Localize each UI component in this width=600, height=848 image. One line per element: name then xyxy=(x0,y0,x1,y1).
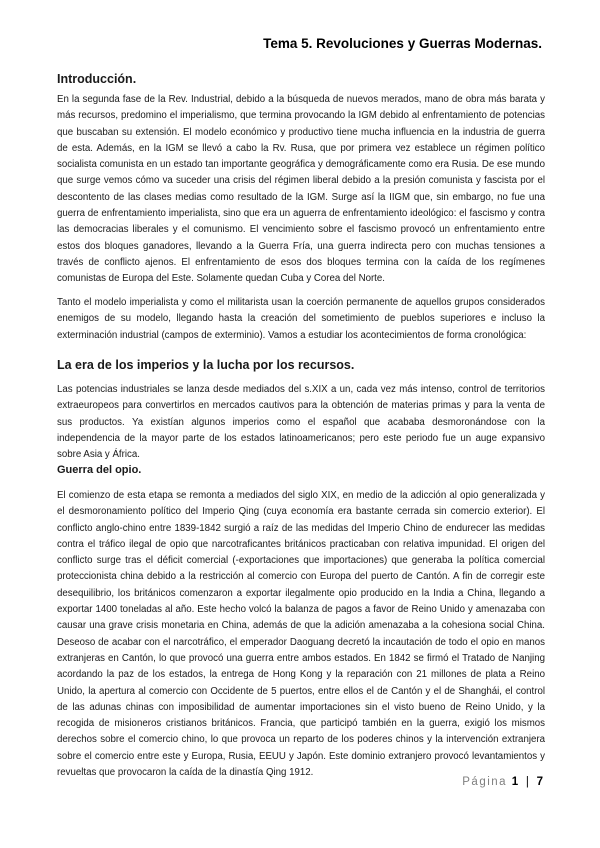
era-heading: La era de los imperios y la lucha por los recursos. xyxy=(57,358,355,372)
page-number: 1 xyxy=(511,776,519,788)
intro-heading: Introducción. xyxy=(57,72,137,86)
intro-paragraph-2: Tanto el modelo imperialista y como el militarista usan la coerción permanente de aquellos grupos considerados enemigos de su modelo, llegando hasta la creación del sometimiento de pueblos superiores e incluso la exterminación industrial (campos de exterminio). Vamos a estudiar los acontecimientos de forma cronológica: xyxy=(57,297,545,341)
intro-paragraph-1: En la segunda fase de la Rev. Industrial, debido a la búsqueda de nuevos merados, mano de obra más barata y más recursos, predomino el imperialismo, que termina provocando la IGM debido al enfrentamiento de potencias que buscaban su extensión. El modelo económico y productivo tiene mucha influencia en la industria de guerra de esta. Además, en la IGM se llevó a cabo la Rv. Rusa, que por primera vez establece un régimen político socialista comunista en un estado tan importante geográfica y demográficamente como era Rusia. De ese mundo que surge vemos cómo va suceder una crisis del régimen liberal debido a la presión comunista y fascista por el descontento de las clases medias como resultado de la IGM. Surge así la IIGM que, sin embargo, no fue una guerra de enfrentamiento imperialista, sino que era un aguerra de enfrentamiento ideológico: el fascismo y contra las democracias liberales y el comunismo. El vencimiento sobre el fascismo provocó un enfrentamiento entre estos dos bloques ganadores, llevando a la Guerra Fría, una guerra indirecta pero con muchas tensiones a través de conflicto ajenos. El enfrentamiento de esos dos bloques termina con la caída de los regímenes comunistas de Europa del Este. Solamente quedan Cuba y Corea del Norte. xyxy=(57,94,545,285)
total-pages: 7 xyxy=(536,776,543,788)
page-word: Página xyxy=(462,776,508,788)
page-footer xyxy=(462,776,543,788)
opium-war-paragraph: El comienzo de esta etapa se remonta a mediados del siglo XIX, en medio de la adicción al opio generalizada y el desmoronamiento político del Imperio Qing (cuya economía era bastante cerrada sin comercio exterior). El conflicto anglo-chino entre 1839-1842 surgió a raíz de las medidas del Imperio Chino de endurecer las medidas contra el tráfico ilegal de opio que narcotraficantes británicos practicaban con relativa impunidad. El origen del conflicto surge tras el déficit comercial (-exportaciones que importaciones) que generaba la política comercial proteccionista china debido a la restricción al comercio con Europa del puerto de Cantón. A fin de corregir este desequilibrio, los británicos comenzaron a exportar ilegalmente opio producido en la India a China, llegando a exportar 1400 toneladas al año. Este hecho volcó la balanza de pagos a favor de Reino Unido y amenazaba con causar una grave crisis monetaria en China, además de que la adición amenazaba a la cohesiona social China. Deseoso de acabar con el narcotráfico, el emperador Daoguang decretó la incautación de todo el opio en manos extranjeras en Cantón, lo que provocó una guerra entre ambos estados. En 1842 se firmó el Tratado de Nanjing acordando la paz de los estados, la entrega de Hong Kong y la reparación con 21 millones de plata a Reino Unido, la apertura al comercio con Occidente de 5 puertos, entre ellos el de Cantón y el de Shanghái, el control de las adunas chinas con imposibilidad de aumentar importaciones sin el visto bueno de Reino Unido, y la recogida de misioneros cristianos británicos. Francia, que participó también en la guerra, exigió los mismos derechos sobre el comercio chino, lo que provoca un reparto de los poderes chinos y la intervención extranjera sobre el comercio entre este y Europa, Rusia, EEUU y Japón. Este dominio extranjero provocó levantamientos y revueltas que provocaron la caída de la dinastía Qing 1912. xyxy=(57,490,545,779)
document-title: Tema 5. Revoluciones y Guerras Modernas. xyxy=(263,36,542,51)
opium-war-heading: Guerra del opio. xyxy=(57,464,142,476)
era-paragraph: Las potencias industriales se lanza desde mediados del s.XIX a un, cada vez más intenso, control de territorios extraeuropeos para convertirlos en mercados cautivos para la obtención de materias primas y para la venta de sus productos. Ya existían algunos imperios como el español que acababa desmoronándose con la independencia de la mayor parte de los estados latinoamericanos; pero este periodo fue un auge expansivo sobre Asia y África. xyxy=(57,384,545,461)
page-separator: | xyxy=(525,776,529,788)
